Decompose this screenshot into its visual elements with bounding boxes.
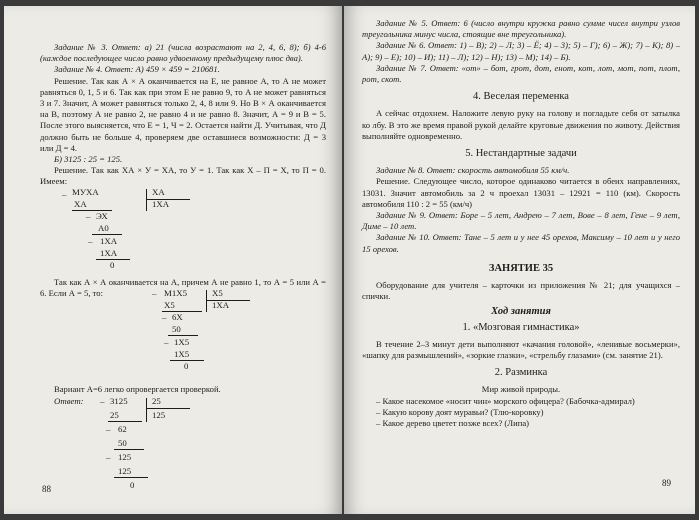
lesson-title: ЗАНЯТИЕ 35 [488, 262, 554, 274]
division-minus: – [164, 337, 169, 348]
division-subtrahend: 25 [110, 410, 119, 421]
division-minus: – [88, 235, 93, 246]
task-4-solution: Решение. Так как А × А оканчивается на Е, не равное А, то А не может равняться 0, 1, 5 и 6. Так как при этом Е не равно 9, то А не может равняться 3 и 7. Значит, А может равняться только 2, 4, 8 или 9. Но В × А оканчивается на В, поэтому А не равно 2, не равно 4 и не равно 8. Значит, А = 9 и В = 5. После этого выясняется, что Е = 1, Ч = 2. Остается найти Д. Учитывая, что Д должно быть не больше 4, проверяем две оставшиеся возможности: Д = 3 или Д = 4. [40, 75, 326, 153]
division-zero: 0 [110, 259, 115, 270]
equipment-text: Оборудование для учителя – карточки из приложения № 21; для учащихся – спички. [362, 280, 680, 302]
task-10-answer: Задание № 10. Ответ: Тане – 5 лет и у нее 45 орехов, Максиму – 10 лет и у него 15 орехов. [362, 232, 680, 254]
division-dividend: МУХА [72, 186, 99, 197]
division-remainder: 62 [118, 424, 127, 435]
right-page [344, 6, 695, 514]
division-remainder: ЭХ [96, 210, 108, 221]
division-zero: 0 [184, 361, 189, 372]
question-item: – Какое насекомое «носит чин» морского офицера? (Бабочка-адмирал) [376, 395, 635, 406]
lesson-progress-heading: Ход занятия [491, 306, 551, 318]
division-zero: 0 [130, 480, 135, 491]
right-text-column [362, 18, 680, 429]
division-subtrahend: ХА [74, 198, 87, 209]
brain-gym-text: В течение 2–3 минут дети выполняют «качания головой», «ленивые восьмерки», «шапку для размышлений», «зоркие глазки», «стрельбу глазами» (см. занятие 21). [362, 338, 680, 361]
division-dividend: М1Х5 [164, 288, 187, 299]
division-subtrahend: 1Х5 [174, 349, 190, 360]
division-subtrahend: 125 [118, 466, 132, 477]
section-heading-nonstandard: 5. Нестандартные задачи [465, 148, 577, 160]
division-minus: – [62, 188, 67, 199]
left-page [4, 6, 342, 514]
task-5-answer: Задание № 5. Ответ: 6 (число внутри кружка равно сумме чисел внутри узлов треугольника минус числа, стоящие вне треугольника). [362, 18, 680, 40]
division-minus: – [106, 424, 111, 435]
section-heading-brain-gym: 1. «Мозговая гимнастика» [462, 321, 580, 333]
division-subtrahend: 50 [118, 438, 127, 449]
division-subtrahend: А0 [98, 222, 109, 233]
division-subtrahend: 1ХА [100, 247, 118, 258]
task-4b-answer: Б) 3125 : 25 = 125. [54, 154, 123, 165]
left-text-column [40, 42, 326, 514]
division-subtrahend: Х5 [164, 300, 175, 311]
task-4b-solution: Решение. Так как ХА × У = ХА, то У = 1. Так как Х – П = Х, то П = 0. Имеем: [40, 165, 326, 187]
division-remainder: 1ХА [100, 235, 118, 246]
division-divisor: ХА [152, 186, 165, 197]
question-item: – Какую корову доят муравьи? (Тлю-коровку) [376, 406, 544, 417]
division-minus: – [152, 288, 157, 299]
division-subtrahend: 50 [172, 324, 181, 335]
task-3-answer: Задание № 3. Ответ: а) 21 (числа возрастают на 2, 4, 6, 8); б) 4-6 (каждое последующее число равно удвоенному предыдущему плюс два). [40, 42, 326, 64]
warmup-topic: Мир живой природы. [481, 384, 561, 395]
division-minus: – [106, 452, 111, 463]
task-4-answer: Задание № 4. Ответ: А) 459 × 459 = 210681. [54, 64, 220, 75]
division-quotient: 125 [152, 410, 166, 421]
task-8-answer: Задание № 8. Ответ: скорость автомобиля 55 км/ч. [376, 165, 570, 176]
long-division-3 [40, 396, 326, 514]
division-divisor: Х5 [212, 288, 223, 299]
division-minus: – [100, 396, 105, 407]
division-divisor: 25 [152, 396, 161, 407]
task-7-answer: Задание № 7. Ответ: «от» – бот, грот, дот, енот, кот, лот, мот, пот, плот, рот, скот. [362, 62, 680, 85]
division-remainder: 6Х [172, 312, 183, 323]
answer-label: Ответ: [54, 396, 84, 407]
page-number-right: 89 [662, 478, 671, 488]
page-number-left: 88 [42, 484, 51, 494]
question-item: – Какое дерево цветет позже всех? (Липа) [376, 418, 529, 429]
division-minus: – [86, 210, 91, 221]
variant-note: Вариант А=6 легко опровергается проверкой. [54, 384, 221, 395]
case-analysis: Так как А × А оканчивается на А, причем А не равно 1, то А = 5 или А = 6. Если А = 5, то: [40, 276, 326, 298]
long-division-2 [40, 288, 326, 396]
division-remainder: 1Х5 [174, 337, 190, 348]
task-8-solution: Решение. Следующее число, которое одинаково читается в обеих направлениях, 13031. Значит автомобиль за 2 ч проехал 13031 – 12921 = 110 (км). Скорость автомобиля 110 : 2 = 55 (км/ч) [362, 176, 680, 209]
task-9-answer: Задание № 9. Ответ: Боре – 5 лет, Андрею – 7 лет, Вове – 8 лет, Гене – 9 лет, Диме – 10 лет. [362, 210, 680, 232]
recess-text: А сейчас отдохнем. Наложите левую руку на голову и погладьте себя от затылка ко лбу. В это же время правой рукой делайте круговые движения по животу. Действия выполняйте одновременно. [362, 108, 680, 141]
division-dividend: 3125 [110, 396, 128, 407]
division-quotient: 1ХА [152, 198, 170, 209]
division-quotient: 1ХА [212, 300, 230, 311]
task-6-answer: Задание № 6. Ответ: 1) – В); 2) – Л; 3) – Ё; 4) – 3); 5) – Г); 6) – Ж); 7) – К); 8) – А); 9) – Е); 10) – И); 11) – Л); 12) – Н); 13) – М); 14) – Б). [362, 40, 680, 62]
section-heading-warmup: 2. Разминка [494, 367, 548, 379]
division-minus: – [162, 312, 167, 323]
division-remainder: 125 [118, 452, 132, 463]
section-heading-recess: 4. Веселая переменка [473, 91, 569, 103]
long-division-1 [40, 186, 326, 301]
